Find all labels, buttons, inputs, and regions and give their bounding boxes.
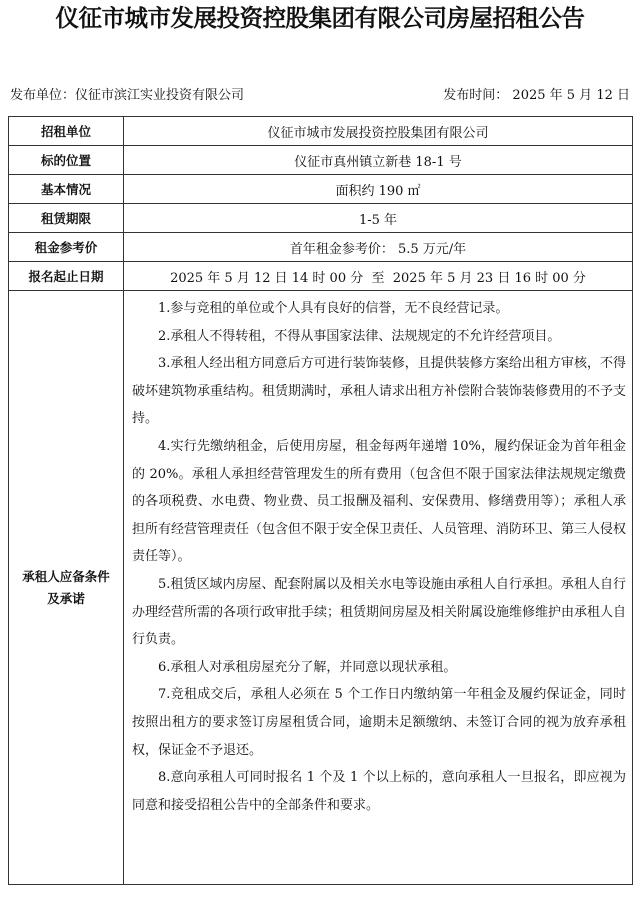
page-title: 仪征市城市发展投资控股集团有限公司房屋招租公告 [55, 4, 585, 32]
clause: 5.租赁区域内房屋、配套附属以及相关水电等设施由承租人自行承担。承租人自行办理经营所需的各项行政审批手续；租赁期间房屋及相关附属设施维修维护由承租人自行负责。 [132, 576, 627, 648]
row-label: 报名起止日期 [9, 262, 124, 291]
row-label: 基本情况 [9, 175, 124, 204]
clause: 2.承租人不得转租，不得从事国家法律、法规规定的不允许经营项目。 [158, 328, 561, 344]
notice-table [8, 116, 633, 885]
row-value: 面积约 190 ㎡ [124, 175, 633, 204]
clause: 3.承租人经出租方同意后方可进行装饰装修，且提供装修方案给出租方审核，不得破坏建筑物承重结构。租赁期满时，承租人请求出租方补偿附合装饰装修费用的不予支持。 [132, 356, 627, 427]
row-value: 2025 年 5 月 12 日 14 时 00 分 至 2025 年 5 月 23 日 16 时 00 分 [124, 262, 633, 291]
row-value: 1-5 年 [124, 204, 633, 233]
row-label: 租赁期限 [9, 204, 124, 233]
requirements-label-line: 及承诺 [47, 590, 85, 606]
row-label: 招租单位 [9, 117, 124, 146]
publisher: 发布单位：仪征市滨江实业投资有限公司 [10, 88, 245, 103]
requirements-row [9, 291, 633, 885]
clause: 6.承租人对承租房屋充分了解，并同意以现状承租。 [158, 659, 457, 675]
requirements-body [124, 291, 633, 885]
clause: 8.意向承租人可同时报名 1 个及 1 个以上标的，意向承租人一旦报名，即应视为同意和接受招租公告中的全部条件和要求。 [132, 770, 626, 813]
publish-time: 发布时间： 2025 年 5 月 12 日 [443, 88, 630, 103]
requirements-label-line: 承租人应备条件 [22, 568, 110, 584]
clause: 7.竞租成交后，承租人必须在 5 个工作日内缴纳第一年租金及履约保证金，同时按照出租方的要求签订房屋租赁合同，逾期未足额缴纳、未签订合同的视为放弃承租权，保证金不予退还。 [132, 687, 626, 758]
clause: 1.参与竞租的单位或个人具有良好的信誉，无不良经营记录。 [158, 301, 509, 316]
clause: 4.实行先缴纳租金，后使用房屋，租金每两年递增 10%，履约保证金为首年租金的 20%。承租人承担经营管理发生的所有费用（包含但不限于国家法律法规规定缴费的各项税费、水电费、物业费、员工报酬及福利、安保费用、修缮费用等）；承租人承担所有经营管理责任（包含但不限于安全保卫责任、人员管理、消防环卫、第三人侵权责任等）。 [132, 438, 627, 565]
table-row [9, 233, 633, 262]
table-row [9, 117, 633, 146]
table-row [9, 175, 633, 204]
row-value: 仪征市真州镇立新巷 18-1 号 [124, 146, 633, 175]
row-label: 标的位置 [9, 146, 124, 175]
row-value: 首年租金参考价： 5.5 万元/年 [124, 233, 633, 262]
row-label: 租金参考价 [9, 233, 124, 262]
table-row [9, 146, 633, 175]
table-row [9, 262, 633, 291]
table-row [9, 204, 633, 233]
row-value: 仪征市城市发展投资控股集团有限公司 [124, 117, 633, 146]
requirements-label [9, 291, 124, 885]
